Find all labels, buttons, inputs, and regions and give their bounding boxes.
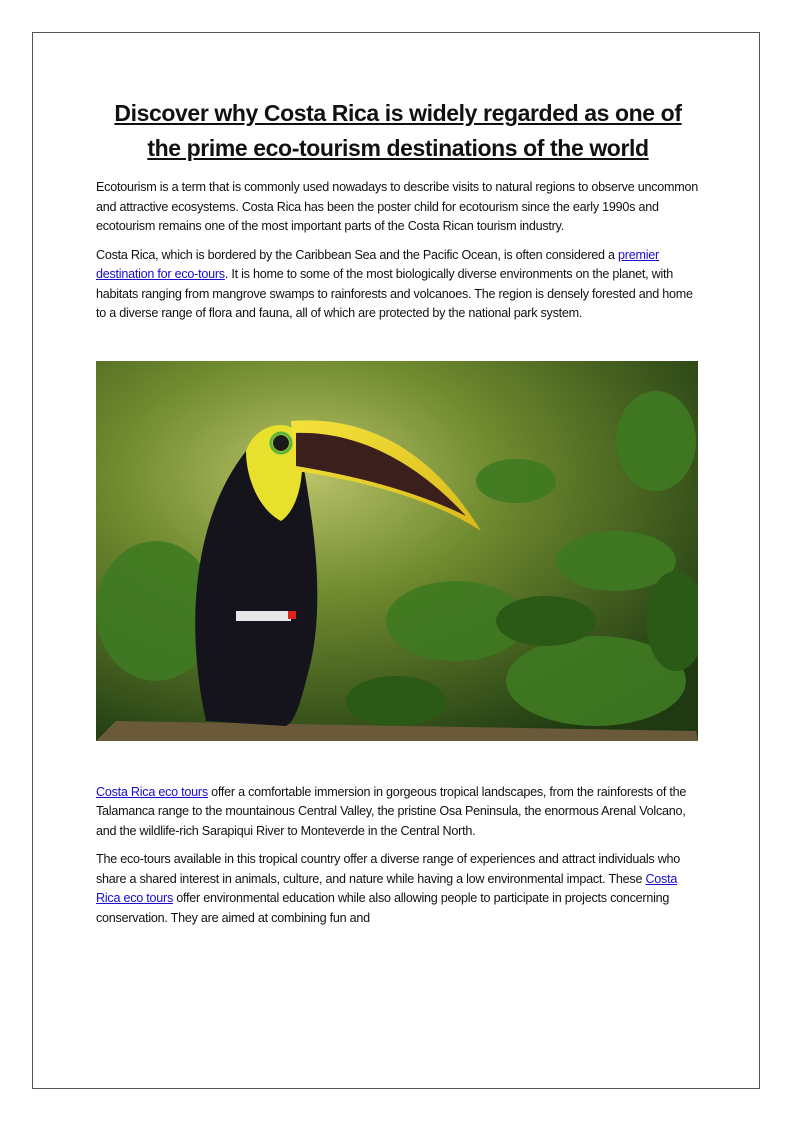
- page-title: Discover why Costa Rica is widely regarded as one of the prime eco-tourism destinations of the world: [114, 100, 682, 161]
- text: offer environmental education while also allowing people to participate in projects concerning conservation. They are aimed at combining fun and: [96, 891, 670, 925]
- text: . It is home to some of the most biologically diverse environments on the planet, with habitats ranging from mangrove swamps to rainforests and volcanoes. The region is densely forested and home to a diverse range of flora and fauna, all of which are protected by the national park system.: [96, 267, 693, 320]
- paragraph-destination: [96, 246, 700, 324]
- paragraph-experiences: [96, 850, 700, 928]
- text: The eco-tours available in this tropical country offer a diverse range of experiences and attract individuals who share a shared interest in animals, culture, and nature while having a low environmental impact. These: [96, 852, 681, 886]
- paragraph-eco-tours: [96, 783, 700, 842]
- text: offer a comfortable immersion in gorgeous tropical landscapes, from the rainforests of the Talamanca range to the mountainous Central Valley, the pristine Osa Peninsula, the enormous Arenal Volcano, and the wildlife-rich Sarapiqui River to Monteverde in the Central North.: [96, 784, 687, 838]
- text: Costa Rica, which is bordered by the Caribbean Sea and the Pacific Ocean, is often considered a: [96, 247, 619, 262]
- premier-destination-link[interactable]: premier destination for eco-tours: [96, 247, 659, 281]
- toucan-photo: [96, 361, 698, 741]
- paragraph-intro: Ecotourism is a term that is commonly used nowadays to describe visits to natural regions to observe uncommon and attractive ecosystems. Costa Rica has been the poster child for ecotourism since the early 1990s and ecotourism remains one of the most important parts of the Costa Rican tourism industry.: [96, 180, 699, 233]
- costa-rica-eco-tours-link-2[interactable]: Costa Rica eco tours: [96, 871, 678, 905]
- costa-rica-eco-tours-link[interactable]: Costa Rica eco tours: [96, 784, 208, 799]
- document-content: [96, 96, 700, 937]
